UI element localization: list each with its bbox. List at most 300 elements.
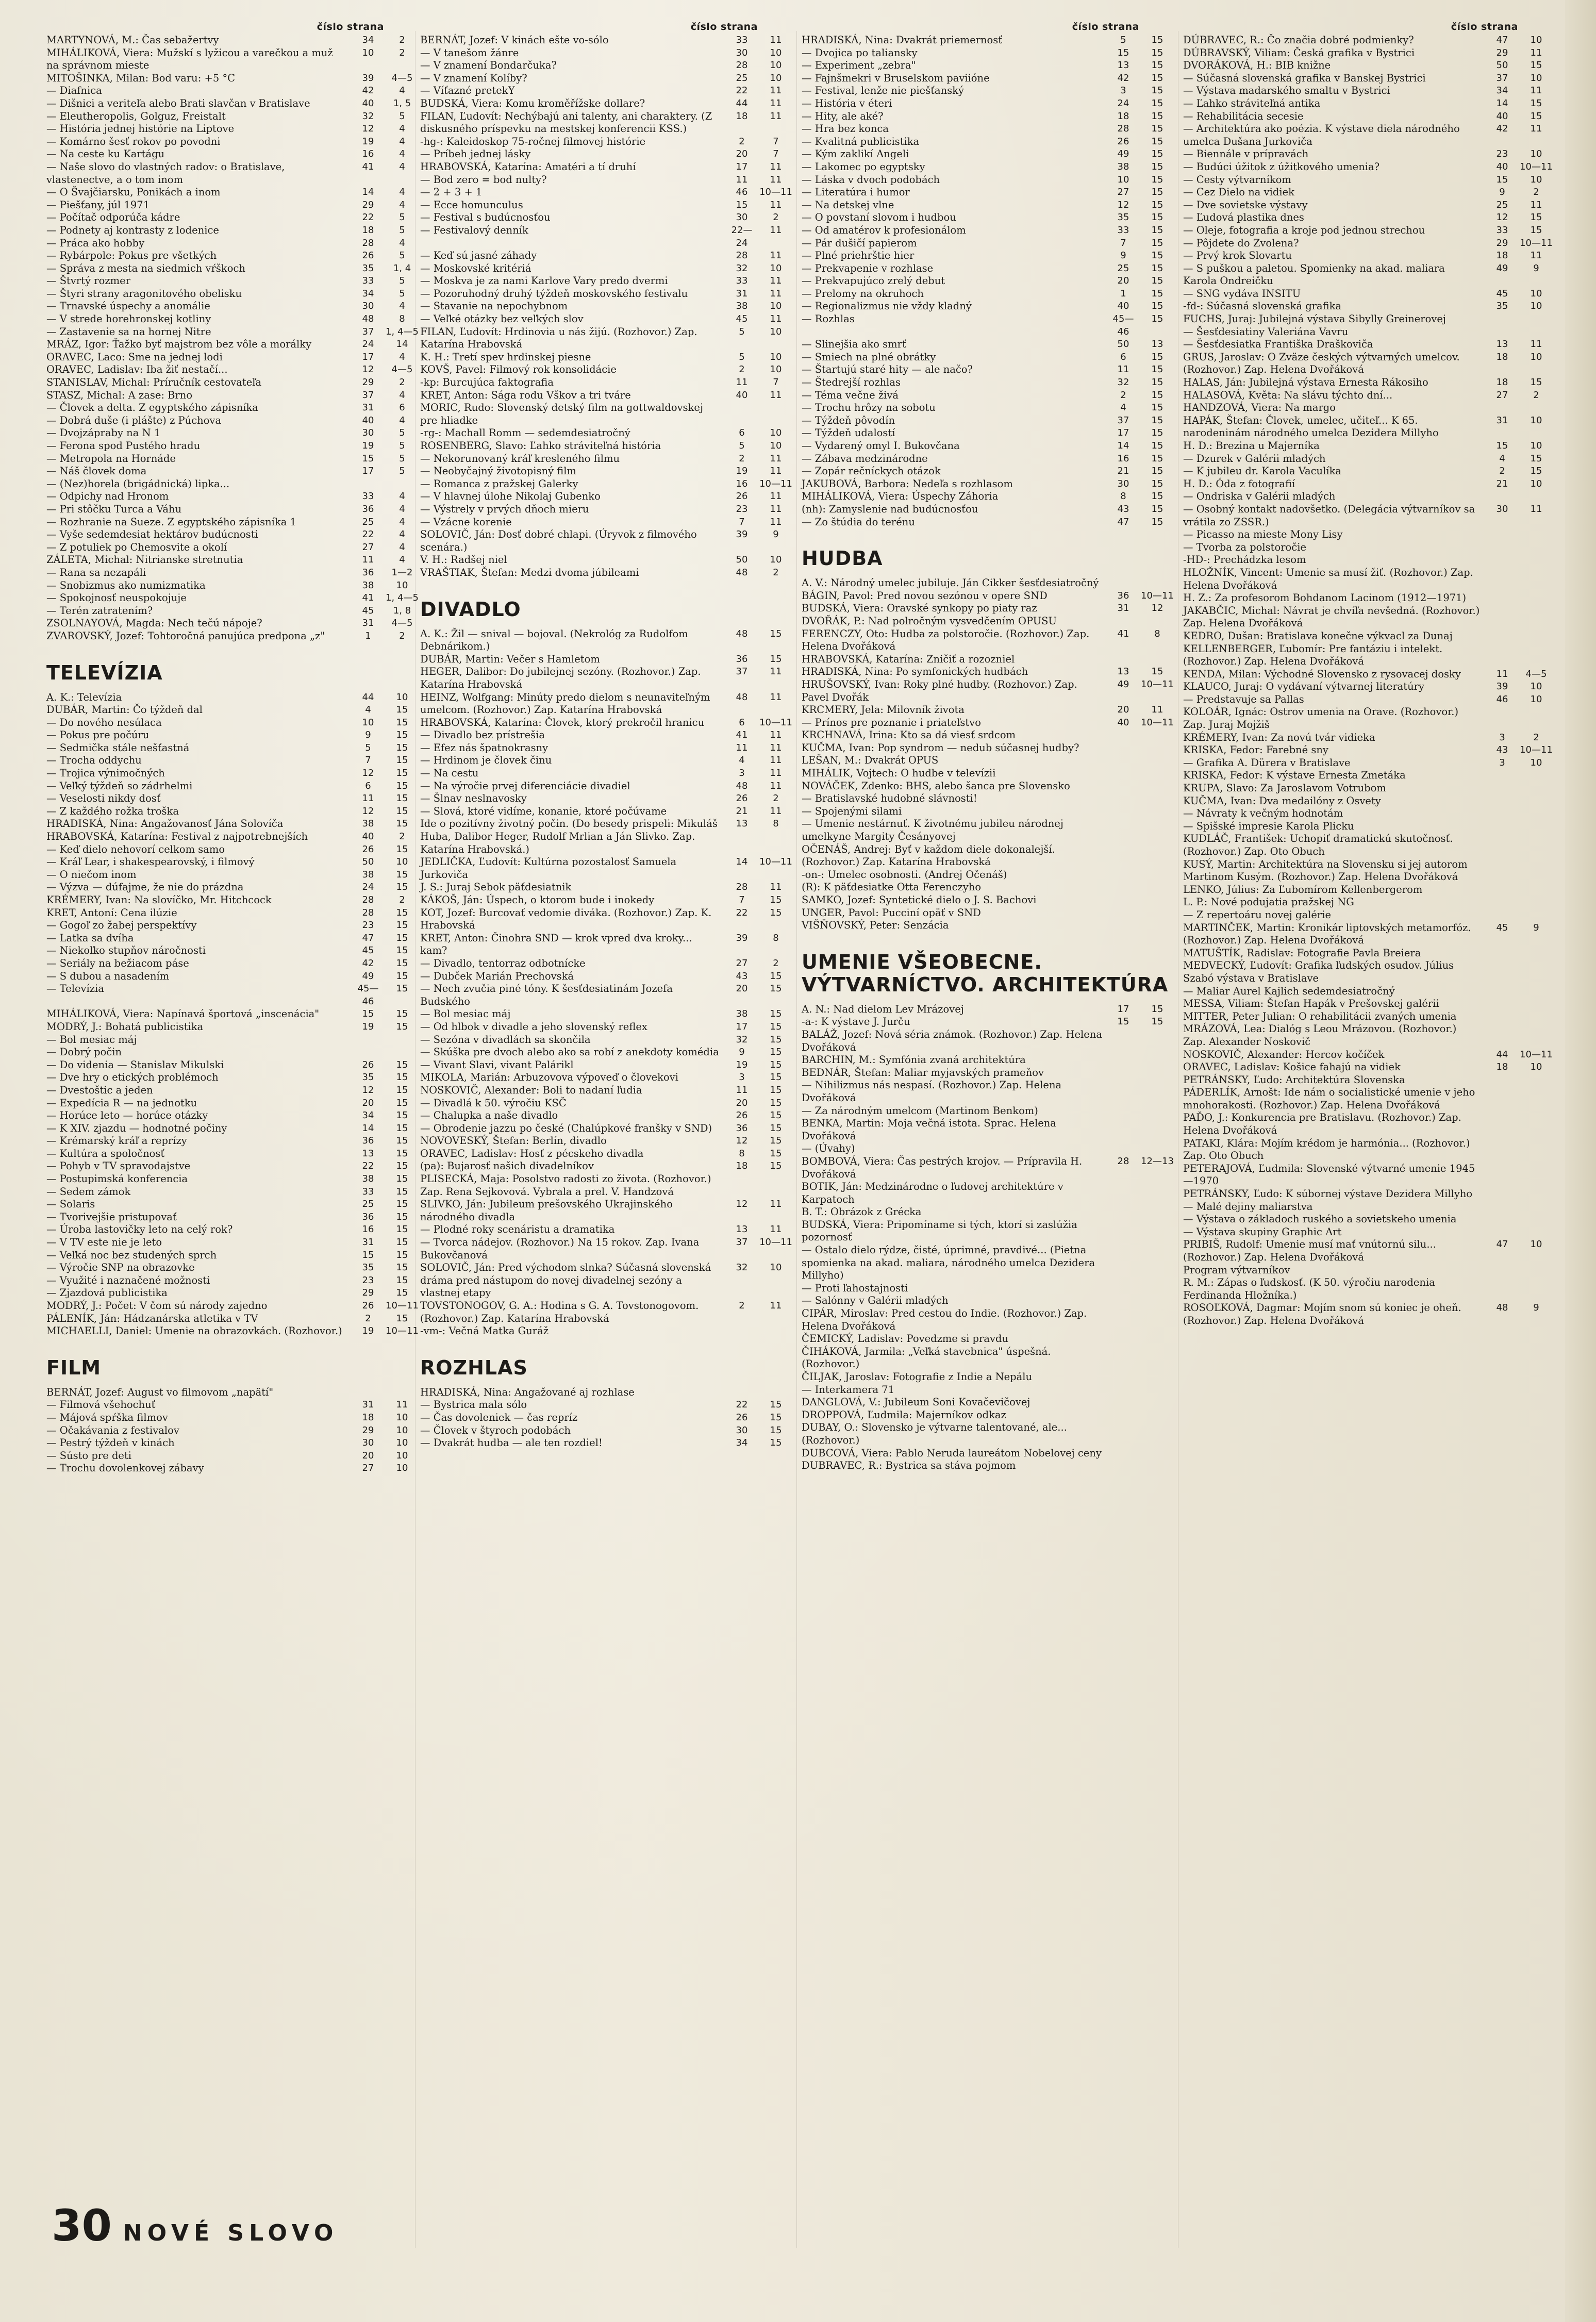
section-heading: FILM <box>46 1356 102 1379</box>
entry-page: 15 <box>1151 364 1163 375</box>
index-entry <box>802 1421 1175 1447</box>
entry-title: — S puškou a paletou. Spomienky na akad. maliara Karola Ondreičku <box>1183 262 1445 287</box>
index-entry <box>46 630 420 643</box>
entry-title: NOVÁČEK, Zdenko: BHS, alebo šanca pre Slovensko <box>802 779 1070 792</box>
entry-issue-number: 11 <box>1117 364 1129 375</box>
entry-page: 2 <box>1533 732 1539 743</box>
index-entry <box>420 199 794 212</box>
entry-title: PATAKI, Klára: Mojím krédom je harmónia... (Rozhovor.) Zap. Oto Obuch <box>1183 1137 1470 1162</box>
entry-title: PETRÁNSKY, Ľudo: Architektúra Slovenska <box>1183 1073 1405 1086</box>
entry-issue-number: 12 <box>736 1199 748 1210</box>
entry-title: ZÁLETA, Michal: Nitrianske stretnutia <box>46 554 243 566</box>
index-entry <box>46 326 420 339</box>
entry-page: 7 <box>773 136 779 147</box>
index-column-2 <box>420 21 794 1450</box>
entry-issue-number: 18 <box>736 1160 748 1172</box>
entry-title: — Podnety aj kontrasty z lodenice <box>46 224 219 236</box>
entry-title: — O povstaní slovom i hudbou <box>802 211 956 224</box>
index-entry <box>46 717 420 729</box>
entry-page: 10 <box>770 47 782 58</box>
index-entry <box>46 780 420 793</box>
entry-issue-number: 34 <box>736 1437 748 1449</box>
entry-page: 15 <box>770 894 782 905</box>
entry-page: 10 <box>1530 440 1542 451</box>
index-entry <box>420 666 794 691</box>
entry-title: — Na cestu <box>420 767 479 779</box>
index-entry <box>46 617 420 630</box>
entry-title: PÁDERLÍK, Arnošt: Ide nám o socialistické umenie v jeho mnohorakosti. (Rozhovor.) Zap. Helena Dvořáková <box>1183 1086 1475 1111</box>
index-entry <box>46 186 420 199</box>
entry-title: BOMBOVÁ, Viera: Čas pestrých krojov. — Prípravila H. Dvořáková <box>802 1155 1083 1180</box>
entry-issue-number: 2 <box>1499 466 1505 477</box>
index-entry <box>1183 592 1554 605</box>
entry-issue-number: 15 <box>362 453 374 464</box>
entry-issue-number: 31 <box>736 288 748 299</box>
entry-title: — Z každého rožka troška <box>46 805 179 817</box>
entry-issue-number: 5 <box>739 440 745 451</box>
entry-title: — Výročie SNP na obrazovke <box>46 1262 195 1274</box>
entry-issue-number: 20 <box>1117 275 1129 287</box>
index-entry <box>420 907 794 932</box>
entry-title: STANISLAV, Michal: Príručník cestovateľa <box>46 376 262 389</box>
entry-title: — Dvestoštic a jeden <box>46 1084 153 1096</box>
entry-title: — Odpichy nad Hronom <box>46 490 169 503</box>
entry-title: HLOŽNÍK, Vincent: Umenie sa musí žiť. (Rozhovor.) Zap. Helena Dvořáková <box>1183 566 1473 591</box>
entry-title: — Šesťdesiatiny Valeriána Vavru <box>1183 325 1349 338</box>
index-entry <box>420 983 794 1008</box>
index-entry <box>802 97 1175 110</box>
entry-page: 11 <box>770 110 782 122</box>
index-entry <box>46 1135 420 1148</box>
entry-page: 15 <box>396 1021 408 1032</box>
entry-page: 15 <box>396 1211 408 1222</box>
index-entry <box>1183 338 1554 351</box>
entry-page: 15 <box>1151 301 1163 312</box>
index-entry <box>46 983 420 1008</box>
index-entry <box>420 1437 794 1450</box>
entry-title: HRADISKÁ, Nina: Po symfonických hudbách <box>802 666 1028 678</box>
entry-page: 15 <box>396 704 408 716</box>
entry-title: — Dobrá duše (i plášte) z Púchova <box>46 414 222 426</box>
entry-title: A. K.: Žil — snival — bojoval. (Nekrológ za Rudolfom Debnárikom.) <box>420 627 688 653</box>
entry-page: 15 <box>1151 199 1163 210</box>
entry-page: 15 <box>770 1008 782 1020</box>
entry-title: PETERAJOVÁ, Ľudmila: Slovenské výtvarné umenie 1945—1970 <box>1183 1162 1475 1187</box>
entry-title: — Keď dielo nehovorí celkom samo <box>46 843 225 855</box>
entry-page: 15 <box>1151 187 1163 198</box>
entry-title: — Zopár rečníckych otázok <box>802 465 941 477</box>
entry-title: — Využité i naznačené možnosti <box>46 1274 210 1286</box>
index-entry <box>802 72 1175 85</box>
entry-title: MARTYNOVÁ, M.: Čas sebažertvy <box>46 34 219 46</box>
index-entry <box>1183 732 1554 744</box>
entry-title: — Plodné roky scenáristu a dramatika <box>420 1223 615 1236</box>
entry-issue-number: 47 <box>1496 35 1508 45</box>
entry-title: — Zábava medzinárodne <box>802 452 928 465</box>
index-entry <box>46 262 420 275</box>
index-entry <box>1183 1112 1554 1137</box>
entry-page: 4 <box>399 351 405 362</box>
entry-title: V. H.: Radšej niel <box>420 554 507 566</box>
entry-title: — Šlnav neslnavosky <box>420 792 527 805</box>
index-entry <box>802 1142 1175 1155</box>
index-entry <box>46 1399 420 1412</box>
entry-title: J. S.: Juraj Sebok päťdesiatnik <box>420 881 572 893</box>
entry-title: H. Z.: Za profesorom Bohdanom Lacinom (1912—1971) <box>1183 592 1467 604</box>
entry-page: 10 <box>770 364 782 375</box>
entry-page: 11 <box>770 755 782 766</box>
entry-title: JEDLIČKA, Ľudovít: Kultúrna pozostalosť Samuela Jurkoviča <box>420 856 677 881</box>
entry-page: 10 <box>396 691 408 703</box>
entry-title: — Na výročie prvej diferenciácie divadiel <box>420 779 630 792</box>
entry-page: 15 <box>396 780 408 791</box>
entry-title: — K XIV. zjazdu — hodnotné počiny <box>46 1122 227 1134</box>
entry-title: NOVOVESKÝ, Štefan: Berlín, divadlo <box>420 1135 607 1147</box>
index-entry <box>802 136 1175 148</box>
entry-title: JAKUBOVÁ, Barbora: Nedeľa s rozhlasom <box>802 477 1013 490</box>
entry-page: 14 <box>396 339 408 350</box>
entry-title: — Vivant Slavi, vivant Palárikl <box>420 1058 574 1071</box>
entry-issue-number: 37 <box>362 326 374 337</box>
entry-title: — Keď sú jasné záhady <box>420 250 537 262</box>
index-entry <box>802 1295 1175 1307</box>
entry-issue-number: 34 <box>362 288 374 299</box>
entry-title: PÁLENÍK, Ján: Hádzanárska atletika v TV <box>46 1312 258 1324</box>
entry-title: — Nech zvučia piné tóny. K šesťdesiatinám Jozefa Budského <box>420 983 673 1007</box>
entry-issue-number: 28 <box>736 60 748 71</box>
index-entry <box>802 516 1175 529</box>
entry-page: 15 <box>770 1047 782 1058</box>
entry-issue-number: 30 <box>1117 478 1129 489</box>
entry-title: BUDSKÁ, Viera: Oravské synkopy po piaty raz <box>802 602 1037 615</box>
entry-issue-number: 40 <box>1496 110 1508 122</box>
entry-page: 2 <box>399 47 405 58</box>
index-entry <box>420 1198 794 1223</box>
index-entry <box>46 805 420 818</box>
index-entry <box>420 1412 794 1424</box>
entry-title: BUDSKÁ, Viera: Pripomíname si tých, ktorí si zaslúžia pozornosť <box>802 1218 1077 1243</box>
entry-title: BENKA, Martin: Moja večná istota. Sprac. Helena Dvořáková <box>802 1117 1056 1142</box>
index-entry <box>802 186 1175 199</box>
entry-page: 11 <box>770 1224 782 1235</box>
entry-issue-number: 24 <box>1117 97 1129 109</box>
entry-issue-number: 23 <box>1496 148 1508 160</box>
entry-title: — Dišnici a veriteľa alebo Brati slavčan v Bratislave <box>46 97 310 109</box>
entry-page: 15 <box>1151 351 1163 362</box>
entry-title: — Cesty výtvarníkom <box>1183 173 1291 186</box>
index-entry <box>420 478 794 491</box>
entry-issue-number: 40 <box>362 831 374 842</box>
index-entry <box>1183 402 1554 414</box>
entry-title: — Divadlo bez prístrešia <box>420 729 545 741</box>
entry-issue-number: 31 <box>362 1237 374 1248</box>
index-entry <box>1183 1023 1554 1048</box>
index-entry <box>802 85 1175 97</box>
entry-page: 7 <box>773 148 779 160</box>
entry-page: 15 <box>396 957 408 969</box>
entry-page: 15 <box>770 1412 782 1423</box>
entry-issue-number: 11 <box>736 174 748 185</box>
entry-issue-number: 32 <box>736 1034 748 1045</box>
entry-page: 11 <box>770 35 782 45</box>
entry-page: 2 <box>399 831 405 842</box>
entry-title: — Spišské impresie Karola Plicku <box>1183 820 1354 832</box>
index-entry <box>1183 1226 1554 1239</box>
index-entry <box>420 363 794 376</box>
entry-issue-number: 36 <box>362 1211 374 1222</box>
index-entry <box>46 919 420 932</box>
section-heading: DIVADLO <box>420 598 521 621</box>
entry-title: -fd-: Súčasná slovenská grafika <box>1183 300 1342 312</box>
entry-title: — Sústo pre deti <box>46 1449 132 1462</box>
entry-title: — Pokus pre počúru <box>46 729 149 741</box>
entry-issue-number: 42 <box>1496 123 1508 135</box>
index-entry <box>1183 47 1554 60</box>
entry-title: — Experiment „zebra" <box>802 59 916 72</box>
index-entry <box>46 1223 420 1236</box>
entry-title: DUBCOVÁ, Viera: Pablo Neruda laureátom Nobelovej ceny <box>802 1447 1102 1459</box>
entry-issue-number: 15 <box>362 1008 374 1020</box>
entry-title: — Regionalizmus nie vždy kladný <box>802 300 972 312</box>
index-entry <box>1183 554 1554 567</box>
entry-page: 15 <box>770 907 782 918</box>
entry-title: — Veľký týždeň so zádrhelmi <box>46 779 193 792</box>
entry-page: 2 <box>773 212 779 223</box>
entry-page: 10 <box>770 427 782 439</box>
entry-page: 11 <box>770 516 782 527</box>
index-entry <box>1183 1238 1554 1264</box>
entry-page: 4 <box>399 389 405 401</box>
index-entry <box>802 250 1175 262</box>
entry-title: — V znamení Bondarčuka? <box>420 59 557 72</box>
entry-issue-number: 30 <box>362 301 374 312</box>
index-entry <box>1183 643 1554 668</box>
entry-issue-number: 14 <box>362 187 374 198</box>
entry-title: DUBAY, O.: Slovensko je výtvarne talentované, ale... (Rozhovor.) <box>802 1421 1067 1446</box>
index-entry <box>46 843 420 856</box>
entry-title: MICHAELLI, Daniel: Umenie na obrazovkách. (Rozhovor.) <box>46 1325 342 1337</box>
index-entry <box>420 174 794 187</box>
entry-issue-number: 2 <box>1120 389 1126 401</box>
entry-title: — Dvojica po taliansky <box>802 46 918 59</box>
entry-title: — Štyri strany aragonitového obelisku <box>46 287 242 300</box>
index-entry <box>420 34 794 47</box>
index-entry <box>1183 326 1554 339</box>
entry-issue-number: 3 <box>1499 757 1505 768</box>
entry-issue-number: 11 <box>362 793 374 804</box>
entry-title: — Trochu hrôzy na sobotu <box>802 402 936 414</box>
index-entry <box>802 894 1175 907</box>
entry-title: — Veľká noc bez studených sprch <box>46 1249 217 1261</box>
entry-page: 15 <box>1151 237 1163 248</box>
entry-issue-number: 50 <box>1496 60 1508 71</box>
entry-issue-number: 29 <box>362 1287 374 1299</box>
index-entry <box>46 605 420 618</box>
entry-title: SAMKO, Jozef: Syntetické dielo o J. S. Bachovi <box>802 894 1037 906</box>
entry-title: — Prvý krok Slovartu <box>1183 250 1292 262</box>
entry-page: 15 <box>1151 60 1163 71</box>
entry-page: 15 <box>396 768 408 779</box>
index-entry <box>1183 858 1554 884</box>
index-entry <box>1183 97 1554 110</box>
entry-title: — V tanešom žánre <box>420 46 519 59</box>
entry-page: 10 <box>1530 1239 1542 1250</box>
entry-page: 15 <box>1151 212 1163 223</box>
entry-title: KRISKA, Fedor: Farebné sny <box>1183 744 1328 756</box>
entry-page: 10—11 <box>759 717 792 728</box>
entry-title: — Literatúra i humor <box>802 186 910 198</box>
entry-title: — Hrdinom je človek činu <box>420 754 552 767</box>
entry-title: — Príbeh jednej lásky <box>420 148 531 160</box>
entry-title: — Láska v dvoch podobách <box>802 173 940 186</box>
entry-title: HRABOVSKÁ, Katarína: Zničiť a rozozniel <box>802 653 1015 665</box>
entry-issue-number: 32 <box>362 110 374 122</box>
entry-issue-number: 34 <box>1496 85 1508 96</box>
index-entry <box>1183 250 1554 262</box>
entry-issue-number: 45 <box>736 313 748 325</box>
entry-title: — Stavanie na nepochybnom <box>420 300 568 312</box>
entry-issue-number: 23 <box>736 503 748 515</box>
entry-page: 10 <box>1530 757 1542 768</box>
index-entry <box>46 856 420 869</box>
entry-page: 1, 8 <box>393 605 411 616</box>
entry-title: — Slová, ktoré vidíme, konanie, ktoré počúvame <box>420 805 667 817</box>
entry-title: KÁKOŠ, Ján: Úspech, o ktorom bude i inokedy <box>420 894 655 906</box>
index-entry <box>1183 34 1554 47</box>
entry-issue-number: 38 <box>736 1008 748 1020</box>
index-entry <box>1183 668 1554 681</box>
index-entry <box>46 516 420 529</box>
magazine-name: NOVÉ SLOVO <box>123 2220 339 2246</box>
entry-title: — V TV este nie je leto <box>46 1236 162 1249</box>
index-entry <box>1183 351 1554 376</box>
entry-page: 4 <box>399 123 405 135</box>
index-entry <box>46 1450 420 1463</box>
entry-title: -a-: K výstave J. Jurču <box>802 1016 910 1028</box>
entry-title: KRCMERY, Jela: Milovník života <box>802 704 965 716</box>
entry-issue-number: 42 <box>362 957 374 969</box>
entry-title: — Eleutheropolis, Golguz, Freistalt <box>46 110 226 122</box>
entry-title: — Filmová všehochuť <box>46 1399 156 1411</box>
index-entry <box>46 224 420 237</box>
entry-title: — Prekvapenie v rozhlase <box>802 262 934 274</box>
entry-issue-number: 14 <box>736 856 748 868</box>
entry-page: 15 <box>770 1424 782 1436</box>
entry-page: 4 <box>399 136 405 147</box>
entry-title: — Kým zaklikí Angeli <box>802 148 909 160</box>
index-entry <box>1183 490 1554 503</box>
entry-issue-number: 18 <box>1496 1062 1508 1073</box>
index-entry <box>46 1173 420 1186</box>
entry-title: — Počítač odporúča kádre <box>46 211 180 224</box>
entry-issue-number: 29 <box>1496 47 1508 58</box>
entry-page: 11 <box>770 1199 782 1210</box>
entry-title: SOLOVIČ, Ján: Pred východom slnka? Súčasná slovenská dráma pred nástupom do novej divadelnej sezóny a vlastnej etapy <box>420 1262 711 1299</box>
index-entry <box>46 1287 420 1300</box>
entry-title: — Obrodenie jazzu po české (Chalúpkové franšky v SND) <box>420 1122 712 1134</box>
entry-title: VIŠŇOVSKÝ, Peter: Senzácia <box>802 919 949 932</box>
entry-issue-number: 16 <box>362 148 374 160</box>
entry-issue-number: 48 <box>736 628 748 639</box>
entry-title: — Do videnia — Stanislav Mikulski <box>46 1058 224 1071</box>
entry-issue-number: 14 <box>1117 440 1129 451</box>
entry-page: 7 <box>773 377 779 388</box>
entry-page: 8 <box>773 932 779 943</box>
index-entry <box>420 1236 794 1262</box>
entry-page: 15 <box>1151 313 1163 325</box>
index-entry <box>1183 959 1554 985</box>
entry-issue-number: 20 <box>736 148 748 160</box>
index-entry <box>802 161 1175 174</box>
entry-title: — Tvorca nádejov. (Rozhovor.) Na 15 rokov. Zap. Ivana Bukovčanová <box>420 1236 700 1261</box>
index-entry <box>46 1262 420 1274</box>
entry-title: ČEMICKÝ, Ladislav: Povedzme si pravdu <box>802 1333 1009 1345</box>
entry-title: — Vydarený omyl I. Bukovčana <box>802 440 960 452</box>
entry-page: 11 <box>770 313 782 325</box>
index-entry <box>802 869 1175 882</box>
entry-issue-number: 36 <box>362 503 374 515</box>
entry-issue-number: 35 <box>362 1262 374 1273</box>
entry-title: KUČMA, Ivan: Pop syndrom — nedub súčasnej hudby? <box>802 741 1079 754</box>
index-entry <box>802 490 1175 503</box>
index-entry <box>1183 313 1554 326</box>
entry-issue-number: 1 <box>1120 288 1126 299</box>
index-entry <box>420 440 794 453</box>
entry-title: — História v éteri <box>802 97 892 109</box>
index-entry <box>420 1034 794 1047</box>
entry-title: — Sedem zámok <box>46 1185 131 1198</box>
entry-title: — Ferona spod Pustého hradu <box>46 440 201 452</box>
index-entry <box>802 288 1175 301</box>
entry-issue-number: 17 <box>1117 1003 1129 1015</box>
index-entry <box>46 478 420 491</box>
entry-title: — Umenie nestárnuť. K životnému jubileu národnej umelkyne Margity Česányovej <box>802 818 1063 843</box>
entry-title: HALAS, Ján: Jubilejná výstava Ernesta Rákosiho <box>1183 376 1428 389</box>
entry-title: — Sezóna v divadlách sa skončila <box>420 1033 591 1046</box>
entry-page: 4 <box>399 503 405 515</box>
entry-page: 10 <box>1530 35 1542 45</box>
index-entry <box>46 288 420 301</box>
entry-title: — Smiech na plné obrátky <box>802 351 936 363</box>
entry-page: 15 <box>396 1249 408 1260</box>
column-header: číslo strana <box>317 21 384 32</box>
entry-page: 4 <box>399 148 405 160</box>
entry-issue-number: 22 <box>736 1399 748 1411</box>
entry-page: 15 <box>770 983 782 994</box>
index-entry <box>420 326 794 351</box>
entry-title: — V znamení Kolíby? <box>420 72 527 84</box>
entry-issue-number: 4 <box>365 704 371 716</box>
index-entry <box>1183 1049 1554 1062</box>
entry-issue-number: 30 <box>736 47 748 58</box>
entry-page: 15 <box>396 945 408 956</box>
entry-title: MRÁZOVÁ, Lea: Dialóg s Leou Mrázovou. (Rozhovor.) Zap. Alexander Noskovič <box>1183 1023 1457 1048</box>
entry-issue-number: 37 <box>736 1237 748 1248</box>
entry-page: 15 <box>770 1148 782 1159</box>
entry-issue-number: 6 <box>1120 351 1126 362</box>
entry-title: KEDRO, Dušan: Bratislava konečne výkvacl za Dunaj <box>1183 629 1453 642</box>
entry-page: 15 <box>1151 161 1163 172</box>
index-entry <box>802 1409 1175 1422</box>
entry-issue-number: 21 <box>1117 466 1129 477</box>
entry-title: MODRÝ, J.: Počet: V čom sú národy zajedno <box>46 1300 268 1312</box>
index-entry <box>1183 174 1554 187</box>
index-entry <box>420 1262 794 1300</box>
entry-title: ROSENBERG, Slavo: Ľahko stráviteľná história <box>420 440 661 452</box>
entry-page: 2 <box>1533 187 1539 198</box>
entry-issue-number: 29 <box>1496 237 1508 248</box>
entry-issue-number: 6 <box>739 427 745 439</box>
